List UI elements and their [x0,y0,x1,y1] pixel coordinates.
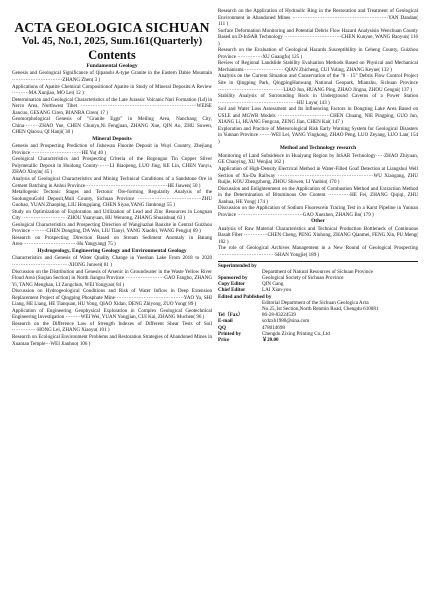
left-column [12,20,212,347]
sponsored-label: Sponsored by [218,274,248,281]
toc-entry[interactable] [12,84,212,97]
toc-entry[interactable] [12,334,212,347]
entry-title: Determination and Geological Characteristics of the Late Jurassic Volcanic Nari Formation (Ld) in Nerco Area, Northwest Tibet ·····································································WEISE Jiancuo, GESANG Ciren, BIANBA Ciren [12,96,212,116]
entry-title: Exploration and Practice of Meteorological Risk Early Warning System for Geological Disasters in Yunnan Province ·······WEI Lei, YANG Yingkong, ZHAO Peng, LUO Zeyang, LUO Lan [218,125,418,139]
section-heading: Hydrogeology, Engineering Geology and Environmental Geology [37,248,187,255]
entry-title: Geomorphological Genesis of "Granite Eggs" in Meiling Area, Nanchang City, China·········ZHAO Yue, CHEN Chunyu,Ni Fengjuan, ZHANG Xue, QIN Ao, ZHU Suwen, CHEN Qiaoxu, QI Hanji [12,116,212,136]
email-label: E-mail [218,318,233,325]
divider [218,261,418,262]
entry-page: ( 174 ) [254,198,268,205]
entry-title: Analysis of Raw Material Characteristics and Technical Production Bottleneck of Continuous Basalt Fiber ··············CHEN Cheng, PENG Xiuhong, ZHANG Qianmei, FENG Xin, PU Meng [218,225,418,239]
toc-entry[interactable] [218,47,418,60]
entry-page: ( 3 ) [91,76,101,83]
entry-page: ( 125 ) [288,53,303,60]
entry-page: ( 40 ) [95,149,106,156]
entry-page: ( 116 ) [218,34,419,47]
price-label: Price [218,336,230,343]
entry-page: ( 182 ) [218,232,418,245]
entry-page: ( 89 ) [185,301,197,308]
toc-entry[interactable] [218,73,418,93]
entry-page: ( 55 ) [163,202,175,209]
entry-page: ( 101 ) [96,327,110,334]
toc-entry[interactable] [12,321,212,334]
entry-page: ( 12 ) [72,90,84,97]
entry-title: Metallogenic Tectonic Stages and Tectonic Ore-forming Regularity Analysis of the SuoluogouGold Deposit,Muli County, Sichuan Province ······································ZHU Guohao, YUAN Zhaoping, LIU Hongqiang, CHEN Siyao,YANG Jianhong [12,189,212,209]
toc-entry[interactable] [12,288,212,308]
toc-entry[interactable] [12,156,212,176]
entry-page: ( 132 ) [378,66,392,73]
section-heading: Other [311,218,325,225]
entry-title: Application of High-Density Electrical Method in Water-Filled Goaf Detection at Liangshui Well Section of Xu-Da Railway ·························································WU Xiaogang, ZHU Ruijie, KOU Zhengzhong, ZHOU Shiwen, LI Yanbin [218,165,418,186]
toc-entry[interactable] [218,186,418,206]
superintended-value: Department of Natural Resources of Sichuan Province [262,268,373,275]
entry-page: ( 111 ) [218,14,418,28]
entry-page: ( 162 ) [270,159,285,166]
entry-page: ( 147 ) [329,119,343,126]
entry-title: Soil and Water Loss Assessment and Its Influencing Factors in Dongting Lake Area Based on USLE and MGWR Models ·······························CHEN Chuang, NIE Pingping, GUO Jun, XIANG Li, HUANG Fengcan, ZENG Jian, CHEN Kai [218,106,418,126]
entry-title: Applications of Apatite Chemical Compositionof Apatite in Study of Mineral Deposits:A Review ··········MA Xunjiao, MO Lei [12,83,212,97]
entry-page: ( 30 ) [62,129,74,136]
copy-editor-value: QIN Gang [262,281,284,288]
chief-editor-value: LAI Xian-you [262,287,291,294]
edited-label: Edited and Published by [218,293,272,300]
toc-entry[interactable] [218,126,418,146]
entry-title: Research on the Application of Hydraulic Ring in the Restoration and Treatment of Geological Environment in Abandoned Mines ·························································YAN Dandan [218,8,418,21]
right-column [218,8,418,343]
toc-entry[interactable] [12,209,212,222]
entry-page: ( 17 ) [96,109,108,116]
entry-page: ( 69 ) [189,228,201,235]
entry-title: Analysis on the Current Situation and Conservation of the "8 · 15" Debris Flow Control Project Site in Qingping Park, QingpingHanwang National Geopark, Mianzhu, Sichuan Province ·······································LIAO Jun, HUANG Ping, ZHAO Jingna, ZHOU Cengui [218,73,418,93]
address-value: No.25,1st Section,North Renmin Road, Chengdu 610081 [262,305,379,312]
entry-title: The role of Geological Archives Management in a New Round of Geological Prospecting ··································SHAN Yongjie [218,245,418,258]
toc-entry[interactable] [12,255,212,268]
entry-title: Discussion on Hydrogeological Conditions and Risk of Water Inflow in Deep Extension Replacement Project of Qingping Phosphate Mine·········································YAO Yu, SHI Liang, HE Liang, HE Tianquan, HU Yong, QIAO Xidan, DENG Zhiyong, ZUO Yong [12,288,212,308]
entry-title: Discussion on the Distribution and Genesis of Arsenic in Groundwater in the Waste Yellow River Flood Area (Suqian Section) in North Jiangsu Province ·······················GAO Fangbo, ZHANG Yi, TANG Menghan, LI Zongchun, WEI Yongyao [12,268,212,288]
entry-title: Review of Regional Landslide Stability Evaluation Methods Based on Physical and Mechanical Mechanisms ························QIAN Zhicheng, CUI Yuling, ZHANG Keyue [218,60,418,73]
sponsored-value: Geological Society of Sichuan Province [262,274,344,281]
entry-title: Genesis and Prospecting Prediction of Jishewan Fluorite Deposit in Wuyi Country, Zhejiang Province ······························HE Yu [12,143,212,156]
entry-title: Genesis and Geological Significance of Qipanshi A-type Granite in the Eastern Dabie Mountain ······························ZHANG Zhen [12,70,212,83]
contents-heading: Contents [88,48,136,62]
toc-entry[interactable] [218,166,418,186]
copy-editor-label: Copy Editor [218,281,246,288]
toc-entry[interactable] [12,235,212,248]
section-heading: Method and Technology research [279,145,357,152]
entry-title: Characteristics and Genesis of Water Quality Change in Yueshan Lake From 2018 to 2020 ··································XIONG Junwei [12,255,212,268]
left-sections [12,63,212,347]
qq-value: 478014698 [262,324,285,331]
entry-page: ( 170 ) [325,179,340,186]
entry-title: Application of Engineering Geophysical Exploration in Complex Geological Geotechnical Engineering Investigation ·········WEI Wei, YUAN Yongjian, CUI Kai, ZHANG Muchen [12,307,212,321]
entry-page: ( 154 ) [218,132,418,145]
price-row [218,337,418,343]
toc-entry[interactable] [218,226,418,246]
toc-entry[interactable] [218,60,418,73]
tel-value: 86-28-83224539 [262,312,296,319]
entry-title: Geological Characteristics and Prospecting Direction of Wangjiazhai Bauxite in Central Guizhou Province ·········CHEN Dongting, DA Wei, LIU Tianyi, YANG Xiaofei, WANG Pengju [12,221,212,235]
toc-entry[interactable] [12,97,212,117]
entry-title: Research on the Difference Law of Strength Indexes of Different Shear Tests of Soil ···············HONG Lei, ZHANG Xiaoyu [12,320,212,334]
toc-entry[interactable] [12,222,212,235]
publication-info [218,263,418,344]
entry-title: Surface Deformation Monitoring and Potential Debris Flow Hazard Analysisin Wenchuan County Based on D-InSAR Technology ··································CHEN Kunyue, WANG Baoyun [218,27,418,41]
printed-value: Chengdu Zixing Printing Co.,Ltd [262,330,330,337]
entry-page: ( 45 ) [41,169,53,176]
toc-entry[interactable] [12,143,212,156]
qq-label: QQ [218,324,226,331]
toc-entry[interactable] [218,153,418,166]
chief-editor-label: Chief Editor [218,287,246,294]
edited-value: Editorial Department of the Sichuan Geologica Acta [262,299,369,306]
entry-page: ( 96 ) [193,314,205,321]
entry-page: ( 189 ) [305,251,320,258]
section-heading: Mineral Deposits [92,135,132,142]
entry-title: Monitoring of Land Subsidence in Huaiyang Region by InSAR Technology·····ZHAO Zhiyuan, GE Chaoying, XU Wenjia [218,152,418,166]
tel-label: Tel（Fax） [218,312,243,319]
toc-entry[interactable] [218,93,418,106]
superintended-label: Superintended by [218,262,257,269]
entry-page: ( 63 ) [174,215,186,222]
toc-entry[interactable] [218,245,418,258]
toc-entry[interactable] [218,28,418,48]
entry-title: Discussion on the Application of Sodium Fluorescein Tracing Test in a Karst Pipeline in Yunnan Province ·······································GAO Xuezhen, ZHANG Bo [218,205,418,218]
toc-entry[interactable] [12,308,212,321]
toc-entry[interactable] [12,116,212,136]
entry-page: ( 81 ) [100,261,112,268]
entry-title: Research on Prospecting Direction Based on Stream Sediment Anomaly in Batang Area·································Hu Yangyang [12,234,212,248]
entry-page: ( 75 ) [104,241,116,248]
printed-label: Printed by [218,330,242,337]
entry-title: Research on Ecological Environment Problems and Restoration Strategies of Abandoned Mines in Xuantan Temple···WEI Jianhuo [12,334,212,347]
right-sections [218,8,418,259]
entry-page: ( 84 ) [113,281,125,288]
entry-title: Discussion and Enlightenment on the Application of Combustion Method and Extraction Method in the Determination of Bituminous Ore Content ·············HE Fei, ZHANG Qiqiqi, ZHU Jianhua, HE Yong [218,185,418,205]
toc-entry[interactable] [12,70,212,83]
entry-title: Study on Optimization of Exploration and Utilization of Lead and Zinc Resources in Longnan City ···························ZHOU Yuanyuan, HU Wenrong, ZHANG Shuaishua [12,208,212,222]
entry-page: ( 179 ) [360,211,374,218]
toc-entry[interactable] [218,106,418,126]
price-value: ￥20.00 [262,336,279,343]
journal-volume: Vol. 45, No.1, 2025, Sum.161(Quarterly) [21,36,203,47]
journal-title: ACTA GEOLOGICA SICHUAN [14,20,210,35]
section-heading: Fundamental Geology [86,63,138,69]
entry-page: ( 137 ) [398,86,412,93]
toc-entry[interactable] [12,176,212,189]
entry-page: ( 50 ) [189,182,201,189]
entry-page: ( 106 ) [76,340,91,347]
entry-title: Stability Analysis of Surrounding Rock in Underground Caverns of a Power Station ···············································HU Luyu [218,93,418,106]
entry-title: Geological Characteristics and Prospecting Criteria of the Bogongao Tin Copper Silver Polymetallic Deposit in Huidong County·······LI Biaopeng, LUO Jing, KE Lin, CHEN Yanyu, ZHAO Xinyin [12,156,212,176]
toc-entry[interactable] [12,269,212,289]
entry-title: Research on the Evaluation of Geological Hazards Susceptibility in Ceheng County, Guizhou Province ···············XU Guangfu [218,47,418,60]
entry-page: ( 143 ) [316,99,330,106]
entry-title: Analysis of Geological Characteristics and Mining Technical Conditions of a Sandstone Ore in Cement Batching in Anhui Province·················································HE Jiawen [12,176,212,189]
toc-entry[interactable] [12,189,212,209]
toc-entry[interactable] [218,205,418,218]
toc-entry[interactable] [218,8,418,28]
email-value: scdzxb1980@sina.com [262,318,310,325]
